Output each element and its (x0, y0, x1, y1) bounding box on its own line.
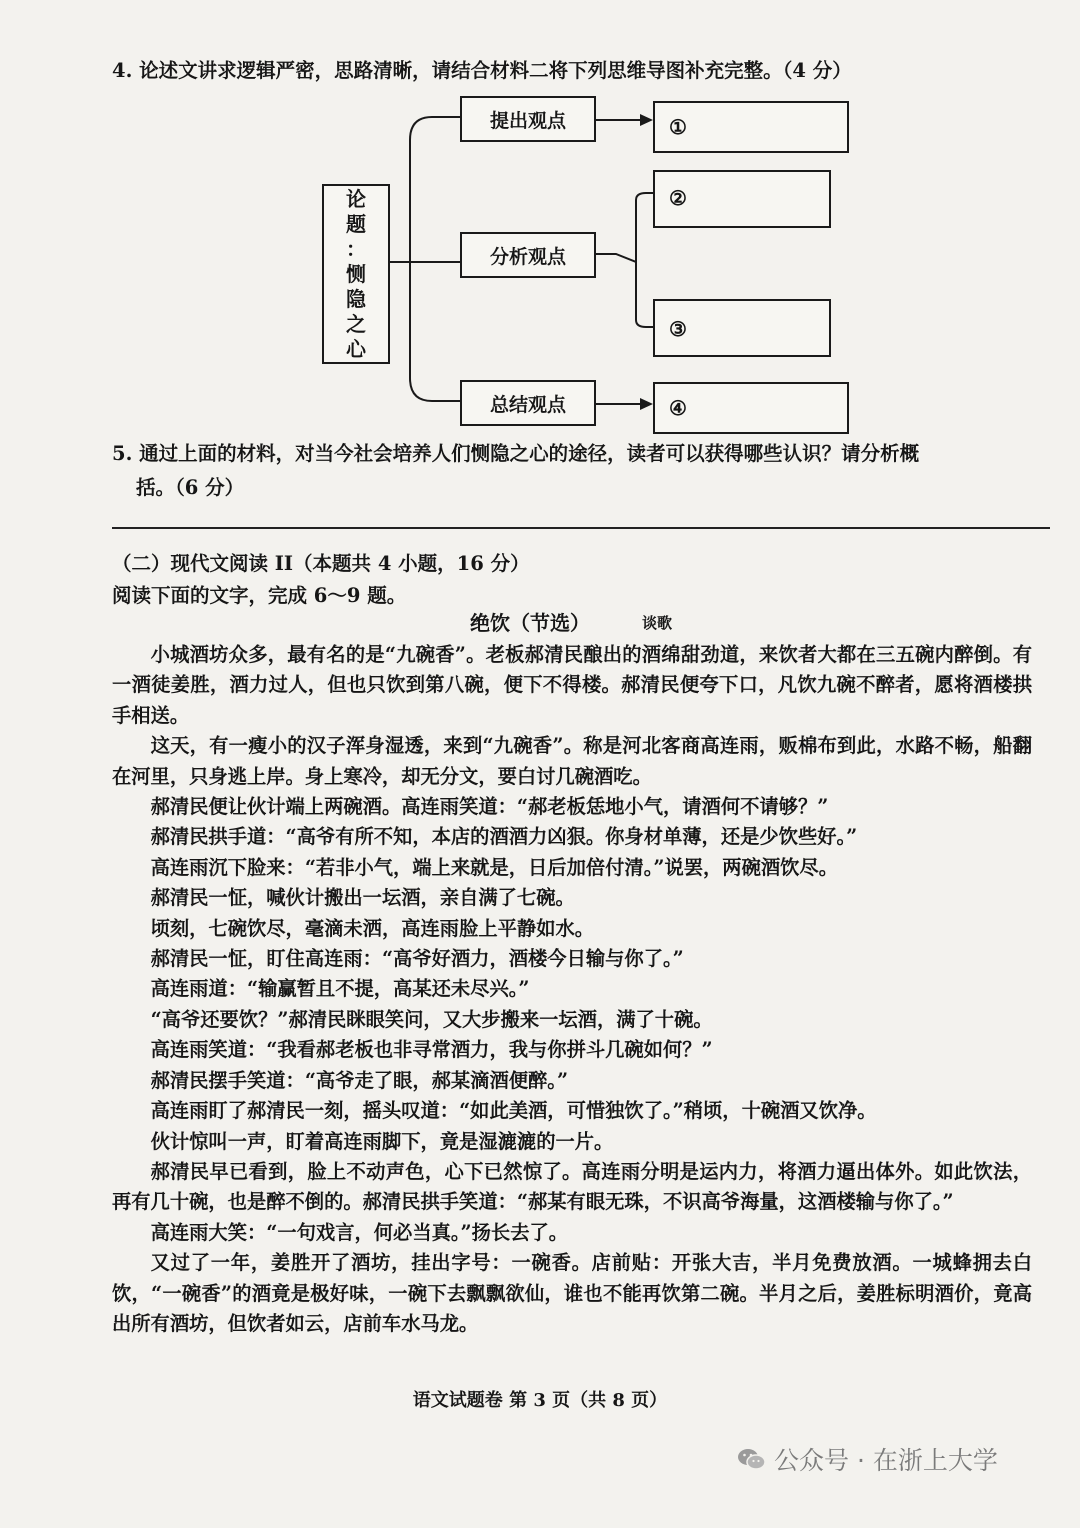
blank-3: ③ (653, 299, 831, 357)
page-footer: 语文试题卷 第 3 页（共 8 页） (412, 1390, 668, 1411)
step-conclude: 总结观点 (460, 380, 596, 426)
topic-char: 心 (346, 336, 366, 361)
story-paragraph: 郝清民摆手笑道：“高爷走了眼，郝某滴酒便醉。” (150, 1068, 569, 1092)
wechat-icon (736, 1446, 766, 1472)
watermark-text: 公众号 · 在浙上大学 (774, 1446, 998, 1475)
story-paragraph: 高连雨沉下脸来：“若非小气，端上来就是，日后加倍付清。”说罢，两碗酒饮尽。 (150, 855, 838, 879)
story-paragraph: “高爷还要饮？”郝清民眯眼笑问，又大步搬来一坛酒，满了十碗。 (150, 1007, 713, 1031)
section-intro: 阅读下面的文字，完成 6～9 题。 (112, 584, 407, 607)
question-5-line-1: 5. 通过上面的材料，对当今社会培养人们恻隐之心的途径，读者可以获得哪些认识？请分析概 (112, 442, 920, 465)
story-paragraph: 小城酒坊众多，最有名的是“九碗香”。老板郝清民酿出的酒绵甜劲道，来饮者大都在三五碗内醉倒。有一酒徒姜胜，酒力过人，但也只饮到第八碗，便下不得楼。郝清民便夸下口，凡饮九碗不醉者，愿将酒楼拱手相送。 (112, 643, 1032, 727)
topic-char: 题 (346, 211, 366, 236)
mind-map-connectors (0, 0, 1080, 440)
blank-4: ④ (653, 382, 849, 434)
topic-char: 恻 (346, 261, 366, 286)
story-paragraph: 郝清民便让伙计端上两碗酒。高连雨笑道：“郝老板恁地小气，请酒何不请够？” (150, 795, 829, 819)
story-paragraph: 郝清民一怔，盯住高连雨：“高爷好酒力，酒楼今日输与你了。” (150, 947, 684, 971)
story-paragraph: 高连雨道：“输赢暂且不提，高某还未尽兴。” (150, 977, 530, 1001)
arrow-head-4 (640, 398, 653, 410)
section-divider (112, 527, 1050, 529)
blank-1: ① (653, 101, 849, 153)
topic-char: 隐 (346, 286, 366, 311)
topic-char: ： (346, 236, 366, 261)
connector-step2-to-blank2-3 (592, 193, 653, 327)
mind-map (0, 0, 1080, 440)
story-paragraph: 又过了一年，姜胜开了酒坊，挂出字号：一碗香。店前贴：开张大吉，半月免费放酒。一城蜂拥去白饮，“一碗香”的酒竟是极好味，一碗下去飘飘欲仙，谁也不能再饮第二碗。半月之后，姜胜标明酒价，竟高出所有酒坊，但饮者如云，店前车水马龙。 (112, 1251, 1032, 1335)
arrow-head-1 (640, 114, 653, 126)
story-paragraph: 郝清民早已看到，脸上不动声色，心下已然惊了。高连雨分明是运内力，将酒力逼出体外。如此饮法，再有几十碗，也是醉不倒的。郝清民拱手笑道：“郝某有眼无珠，不识高爷海量，这酒楼输与你了。” (112, 1159, 1032, 1214)
topic-box (322, 184, 390, 364)
story-paragraph: 这天，有一瘦小的汉子浑身湿透，来到“九碗香”。称是河北客商高连雨，贩棉布到此，水路不畅，船翻在河里，只身逃上岸。身上寒冷，却无分文，要白讨几碗酒吃。 (112, 734, 1032, 788)
question-5 (112, 437, 1050, 505)
story-body (112, 640, 1032, 1339)
story-paragraph: 伙计惊叫一声，盯着高连雨脚下，竟是湿漉漉的一片。 (150, 1129, 614, 1153)
story-paragraph: 郝清民一怔，喊伙计搬出一坛酒，亲自满了七碗。 (150, 886, 575, 910)
story-paragraph: 高连雨大笑：“一句戏言，何必当真。”扬长去了。 (150, 1220, 569, 1244)
story-paragraph: 高连雨盯了郝清民一刻，摇头叹道：“如此美酒，可惜独饮了。”稍顷，十碗酒又饮净。 (150, 1099, 877, 1123)
story-author: 谈歌 (642, 614, 673, 632)
topic-char: 之 (346, 311, 366, 336)
story-paragraph: 顷刻，七碗饮尽，毫滴未洒，高连雨脸上平静如水。 (150, 916, 595, 940)
story-paragraph: 郝清民拱手道：“高爷有所不知，本店的酒酒力凶狠。你身材单薄，还是少饮些好。” (150, 825, 858, 849)
connector-topic-to-step3 (410, 262, 460, 401)
section-title: （二）现代文阅读 II（本题共 4 小题，16 分） (112, 552, 530, 575)
step-analyze: 分析观点 (460, 232, 596, 278)
story-paragraph: 高连雨笑道：“我看郝老板也非寻常酒力，我与你拼斗几碗如何？” (150, 1038, 713, 1062)
topic-char: 论 (346, 186, 366, 211)
question-4: 4. 论述文讲求逻辑严密，思路清晰，请结合材料二将下列思维导图补充完整。（4 分） (112, 59, 852, 82)
connector-topic-to-step1 (386, 117, 460, 262)
watermark (736, 1441, 998, 1477)
blank-2: ② (653, 170, 831, 228)
story-title: 绝饮（节选） (470, 611, 590, 635)
step-propose: 提出观点 (460, 96, 596, 142)
question-5-line-2: 括。（6 分） (136, 476, 245, 499)
